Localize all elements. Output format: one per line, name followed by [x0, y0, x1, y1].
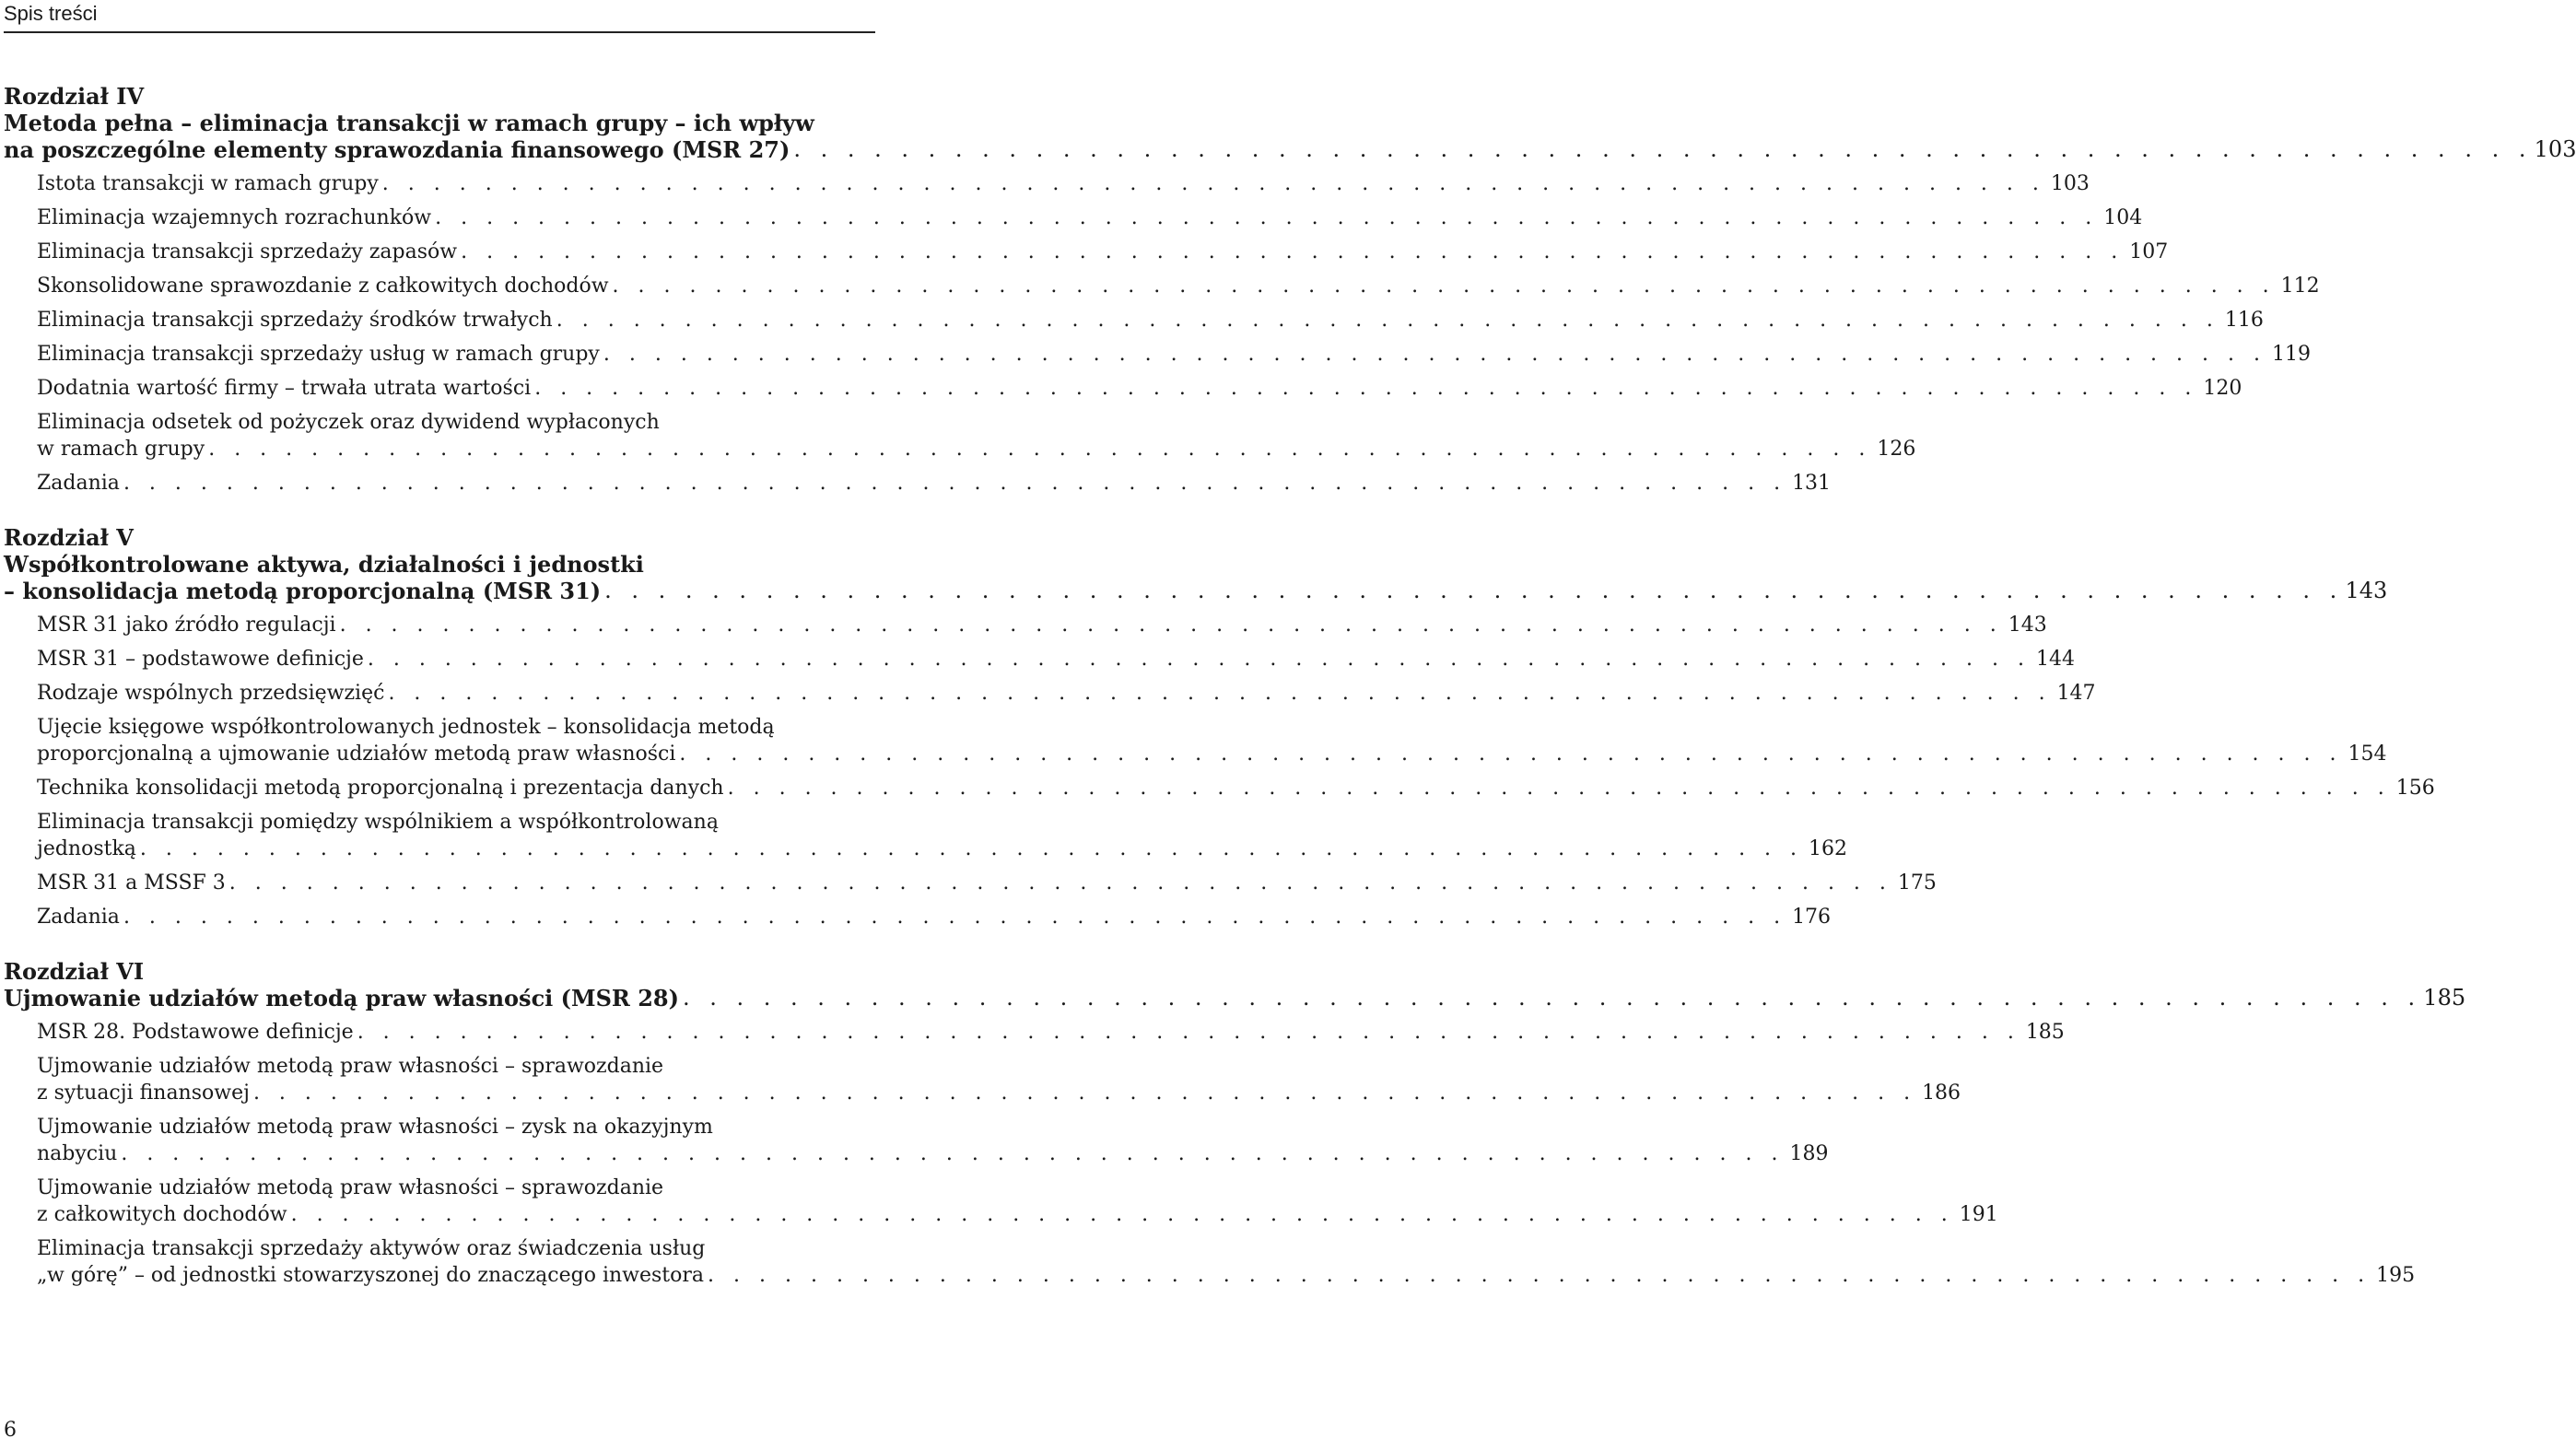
page-ref: 189	[1789, 1142, 1829, 1165]
page-ref: 103	[2050, 172, 2090, 195]
chapter-title-row	[4, 136, 2576, 163]
header-title: Spis treści	[4, 2, 98, 25]
chapter-title-line: Współkontrolowane aktywa, działalności i jednostki	[4, 551, 644, 578]
toc-entry	[4, 239, 2169, 265]
page-ref: 185	[2025, 1021, 2065, 1044]
toc-entry	[4, 1053, 1961, 1106]
page-ref: 103	[2534, 136, 2576, 162]
page-ref: 195	[2376, 1264, 2416, 1287]
dot-leader: . . . . . . . . . . . . . . . . . . . . . . . . . . . . . . . . . . . . . . . . . . . . . . . . . . . . . . . . . . . . . . . . .	[679, 743, 2343, 766]
page-ref: 116	[2224, 309, 2264, 332]
chapter-title-text: Ujmowanie udziałów metodą praw własności (MSR 28)	[4, 985, 683, 1011]
page-number: 6	[4, 1419, 17, 1442]
toc-entry-row	[37, 1019, 2065, 1046]
toc-entry-row	[37, 1080, 1961, 1106]
chapter-title	[4, 110, 2576, 163]
chapter-title	[4, 551, 2388, 604]
toc-entry-title: MSR 31 jako źródło regulacji	[37, 612, 340, 638]
toc-entry-title: z sytuacji finansowej	[37, 1080, 253, 1106]
toc-entry-title: nabyciu	[37, 1140, 121, 1167]
toc-entry-title: MSR 28. Podstawowe definicje	[37, 1019, 357, 1046]
table-of-contents	[4, 83, 2576, 1316]
dot-leader: . . . . . . . . . . . . . . . . . . . . . . . . . . . . . . . . . . . . . . . . . . . . . . . . . . . . . . . . . . . . . . . . .	[252, 1082, 1917, 1105]
chapter-section	[4, 524, 2435, 930]
toc-entry-row	[37, 1262, 2416, 1289]
toc-entry-row	[37, 239, 2169, 265]
toc-entry-title: Skonsolidowane sprawozdanie z całkowitych dochodów	[37, 273, 613, 299]
toc-entry-row	[37, 1140, 1829, 1167]
toc-entry-title: Dodatnia wartość firmy – trwała utrata wartości	[37, 375, 534, 402]
toc-entry-line: Eliminacja transakcji sprzedaży aktywów oraz świadczenia usług	[37, 1237, 706, 1260]
dot-leader: . . . . . . . . . . . . . . . . . . . . . . . . . . . . . . . . . . . . . . . . . . . . . . . . . . . . . . . . . . . . . . . . .	[435, 206, 2099, 229]
toc-entry-title: w ramach grupy	[37, 436, 208, 462]
toc-entry-row	[37, 436, 1916, 462]
toc-entry-row	[37, 273, 2320, 299]
dot-leader: . . . . . . . . . . . . . . . . . . . . . . . . . . . . . . . . . . . . . . . . . . . . . . . . . . . . . . . . . . . . . . . . .	[139, 837, 1804, 860]
page-ref: 104	[2103, 206, 2143, 229]
dot-leader: . . . . . . . . . . . . . . . . . . . . . . . . . . . . . . . . . . . . . . . . . . . . . . . . . . . . . . . . . . . . . . . . .	[357, 1021, 2020, 1044]
dot-leader: . . . . . . . . . . . . . . . . . . . . . . . . . . . . . . . . . . . . . . . . . . . . . . . . . . . . . . . . . . . . . . . . .	[682, 985, 2422, 1011]
page-ref: 176	[1792, 906, 1832, 929]
page-ref: 112	[2280, 275, 2320, 298]
toc-entry	[4, 809, 1848, 862]
toc-entry-row	[37, 341, 2311, 368]
toc-entry-title: Eliminacja wzajemnych rozrachunków	[37, 205, 435, 231]
running-header	[4, 0, 875, 33]
page-ref: 154	[2348, 743, 2387, 766]
page-ref: 120	[2203, 377, 2242, 400]
dot-leader: . . . . . . . . . . . . . . . . . . . . . . . . . . . . . . . . . . . . . . . . . . . . . . . . . . . . . . . . . . . . . . . . .	[121, 1142, 1785, 1165]
dot-leader: . . . . . . . . . . . . . . . . . . . . . . . . . . . . . . . . . . . . . . . . . . . . . . . . . . . . . . . . . . . . . . . . .	[556, 309, 2219, 332]
toc-entry-row	[37, 307, 2264, 333]
chapter-title-line: Metoda pełna – eliminacja transakcji w ramach grupy – ich wpływ	[4, 110, 814, 136]
toc-entry	[4, 612, 2047, 638]
toc-entry	[4, 1235, 2416, 1289]
toc-entry-title: Technika konsolidacji metodą proporcjonalną i prezentacja danych	[37, 775, 728, 801]
toc-entry-row	[37, 170, 2090, 197]
page-ref: 191	[1959, 1203, 1998, 1226]
toc-entry	[4, 341, 2311, 368]
dot-leader: . . . . . . . . . . . . . . . . . . . . . . . . . . . . . . . . . . . . . . . . . . . . . . . . . . . . . . . . . . . . . . . . .	[727, 777, 2391, 800]
dot-leader: . . . . . . . . . . . . . . . . . . . . . . . . . . . . . . . . . . . . . . . . . . . . . . . . . . . . . . . . . . . . . . . . .	[381, 172, 2045, 195]
page-ref: 144	[2035, 648, 2075, 671]
chapter-label: Rozdział VI	[4, 958, 145, 985]
page-ref: 143	[2008, 614, 2047, 637]
toc-entry	[4, 1019, 2065, 1046]
toc-entry	[4, 646, 2075, 672]
dot-leader: . . . . . . . . . . . . . . . . . . . . . . . . . . . . . . . . . . . . . . . . . . . . . . . . . . . . . . . . . . . . . . . . .	[339, 614, 2003, 637]
toc-entry-line: Eliminacja odsetek od pożyczek oraz dywidend wypłaconych	[37, 411, 660, 434]
chapter-title-row	[4, 578, 2388, 604]
toc-entry-title: Eliminacja transakcji sprzedaży usług w ramach grupy	[37, 341, 603, 368]
dot-leader: . . . . . . . . . . . . . . . . . . . . . . . . . . . . . . . . . . . . . . . . . . . . . . . . . . . . . . . . . . . . . . . . .	[461, 240, 2125, 263]
toc-entry-line: Ujmowanie udziałów metodą praw własności – sprawozdanie	[37, 1176, 664, 1199]
toc-entry-row	[37, 836, 1848, 862]
toc-entry	[4, 870, 1937, 896]
toc-entry	[4, 904, 1832, 930]
toc-entry-row	[37, 741, 2387, 767]
page-ref: 119	[2272, 343, 2311, 366]
page-ref: 107	[2129, 240, 2169, 263]
page-ref: 186	[1922, 1082, 1961, 1105]
toc-entry	[4, 307, 2264, 333]
toc-entry-row	[37, 1201, 1998, 1228]
toc-entry-title: MSR 31 – podstawowe definicje	[37, 646, 368, 672]
dot-leader: . . . . . . . . . . . . . . . . . . . . . . . . . . . . . . . . . . . . . . . . . . . . . . . . . . . . . . . . . . . . . . . . .	[604, 578, 2344, 603]
toc-entry-title: Eliminacja transakcji sprzedaży zapasów	[37, 239, 461, 265]
toc-entry	[4, 1175, 1998, 1228]
toc-entry	[4, 409, 1916, 462]
toc-entry-row	[37, 205, 2143, 231]
toc-entry-row	[37, 612, 2047, 638]
dot-leader: . . . . . . . . . . . . . . . . . . . . . . . . . . . . . . . . . . . . . . . . . . . . . . . . . . . . . . . . . . . . . . . . .	[123, 906, 1787, 929]
toc-entry-title: Rodzaje wspólnych przedsięwzięć	[37, 680, 388, 707]
toc-entry-title: Istota transakcji w ramach grupy	[37, 170, 382, 197]
toc-entry-title: MSR 31 a MSSF 3	[37, 870, 229, 896]
chapter-label: Rozdział V	[4, 524, 134, 551]
toc-entry-line: Eliminacja transakcji pomiędzy wspólnikiem a współkontrolowaną	[37, 811, 719, 834]
toc-entry	[4, 714, 2387, 767]
dot-leader: . . . . . . . . . . . . . . . . . . . . . . . . . . . . . . . . . . . . . . . . . . . . . . . . . . . . . . . . . . . . . . . . .	[367, 648, 2031, 671]
chapter-title	[4, 985, 2466, 1011]
dot-leader: . . . . . . . . . . . . . . . . . . . . . . . . . . . . . . . . . . . . . . . . . . . . . . . . . . . . . . . . . . . . . . . . .	[290, 1203, 1954, 1226]
dot-leader: . . . . . . . . . . . . . . . . . . . . . . . . . . . . . . . . . . . . . . . . . . . . . . . . . . . . . . . . . . . . . . . . .	[534, 377, 2198, 400]
toc-entry	[4, 775, 2435, 801]
toc-entry-line: Ujmowanie udziałów metodą praw własności – sprawozdanie	[37, 1055, 664, 1078]
toc-entry	[4, 170, 2090, 197]
dot-leader: . . . . . . . . . . . . . . . . . . . . . . . . . . . . . . . . . . . . . . . . . . . . . . . . . . . . . . . . . . . . . . . . .	[793, 136, 2533, 162]
dot-leader: . . . . . . . . . . . . . . . . . . . . . . . . . . . . . . . . . . . . . . . . . . . . . . . . . . . . . . . . . . . . . . . . .	[123, 472, 1787, 495]
dot-leader: . . . . . . . . . . . . . . . . . . . . . . . . . . . . . . . . . . . . . . . . . . . . . . . . . . . . . . . . . . . . . . . . .	[208, 438, 1872, 461]
toc-entry	[4, 1114, 1829, 1167]
toc-entry-title: z całkowitych dochodów	[37, 1201, 291, 1228]
toc-entry-title: Zadania	[37, 470, 123, 497]
chapter-section	[4, 958, 2466, 1289]
chapter-title-text: na poszczególne elementy sprawozdania finansowego (MSR 27)	[4, 136, 793, 163]
toc-entry-title: proporcjonalną a ujmowanie udziałów metodą praw własności	[37, 741, 679, 767]
toc-entry	[4, 273, 2320, 299]
chapter-title-row	[4, 985, 2466, 1011]
toc-entry-title: „w górę” – od jednostki stowarzyszonej do znaczącego inwestora	[37, 1262, 708, 1289]
dot-leader: . . . . . . . . . . . . . . . . . . . . . . . . . . . . . . . . . . . . . . . . . . . . . . . . . . . . . . . . . . . . . . . . .	[612, 275, 2276, 298]
toc-entry	[4, 470, 1832, 497]
toc-entry-row	[37, 870, 1937, 896]
toc-entry-row	[37, 470, 1832, 497]
dot-leader: . . . . . . . . . . . . . . . . . . . . . . . . . . . . . . . . . . . . . . . . . . . . . . . . . . . . . . . . . . . . . . . . .	[708, 1264, 2371, 1287]
toc-entry-row	[37, 375, 2242, 402]
page-ref: 175	[1897, 871, 1937, 895]
toc-entry	[4, 205, 2143, 231]
page-ref: 131	[1792, 472, 1832, 495]
toc-entry-row	[37, 680, 2096, 707]
page-ref: 143	[2345, 578, 2388, 603]
toc-entry-row	[37, 775, 2435, 801]
toc-entry-row	[37, 904, 1832, 930]
toc-entry	[4, 680, 2096, 707]
page-ref: 185	[2423, 985, 2466, 1011]
page-ref: 126	[1877, 438, 1916, 461]
toc-entry	[4, 375, 2242, 402]
toc-entry-title: jednostką	[37, 836, 140, 862]
toc-entry-title: Eliminacja transakcji sprzedaży środków trwałych	[37, 307, 556, 333]
toc-entry-row	[37, 646, 2075, 672]
page-ref: 156	[2395, 777, 2435, 800]
dot-leader: . . . . . . . . . . . . . . . . . . . . . . . . . . . . . . . . . . . . . . . . . . . . . . . . . . . . . . . . . . . . . . . . .	[388, 682, 2052, 705]
dot-leader: . . . . . . . . . . . . . . . . . . . . . . . . . . . . . . . . . . . . . . . . . . . . . . . . . . . . . . . . . . . . . . . . .	[603, 343, 2266, 366]
chapter-section	[4, 83, 2576, 497]
toc-entry-title: Zadania	[37, 904, 123, 930]
page-ref: 162	[1809, 837, 1848, 860]
page-ref: 147	[2056, 682, 2096, 705]
chapter-label: Rozdział IV	[4, 83, 145, 110]
toc-entry-line: Ujmowanie udziałów metodą praw własności – zysk na okazyjnym	[37, 1116, 713, 1139]
chapter-title-text: – konsolidacja metodą proporcjonalną (MSR 31)	[4, 578, 604, 604]
dot-leader: . . . . . . . . . . . . . . . . . . . . . . . . . . . . . . . . . . . . . . . . . . . . . . . . . . . . . . . . . . . . . . . . .	[228, 871, 1892, 895]
toc-entry-line: Ujęcie księgowe współkontrolowanych jednostek – konsolidacja metodą	[37, 716, 775, 739]
